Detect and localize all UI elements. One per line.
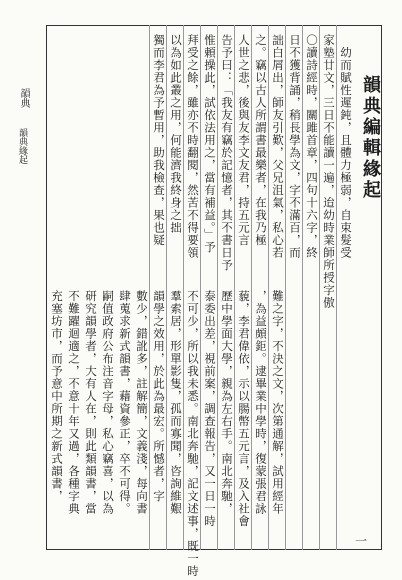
text-column: 嗣值政府公布注音字母，私心竊喜，以為	[101, 290, 115, 515]
column-rule	[302, 25, 303, 550]
text-column: 歷中學面大學，親為左右手。南北奔馳，	[220, 290, 234, 515]
text-column: 韻學之效用，於此為最宏。所憾者，字	[152, 290, 166, 503]
text-column: 羣索居，形單影隻，孤而寡聞，咨詢維艱	[169, 290, 183, 515]
text-column: 獨而李君為予暫用，助我檢查，果也疑	[152, 34, 166, 247]
column-rule	[183, 25, 184, 550]
column-rule	[217, 25, 218, 550]
text-column: 幼而賦性遲鈍，且體力極弱，自束髮受	[339, 34, 353, 259]
margin-label: 韻典	[18, 88, 29, 108]
text-column: 〇讀詩經時，關雎首章，四句十六字，終	[305, 34, 319, 259]
text-column: 肆蒐求新式韻書，藉資參正，卒不可得。	[118, 290, 132, 515]
column-rule	[285, 25, 286, 550]
text-column: 家塾廿文，三日不能讀一遍，迨幼時業師所授字傲	[322, 34, 336, 309]
text-column: 泰委出差，視前案，調查報告，又一日一時	[203, 290, 217, 528]
text-column: 數少，錯訛多，註解簡，文義淺，每向書	[135, 290, 149, 515]
text-column: 研究韻學者，大有人在，則此類韻書，當	[84, 290, 98, 515]
text-column: 詘白屑出，師友引歎，父兄沮氣，私心若	[271, 34, 285, 259]
text-column: 藐，李君偉依，示以腸幣五元言，及入社會	[237, 290, 251, 528]
text-column: 之。竊以古人所謂書最樂者，在我乃極	[254, 34, 268, 247]
page-number: 一	[355, 534, 368, 548]
column-rule	[166, 25, 167, 550]
document-title: 韻典編輯緣起	[360, 75, 381, 201]
column-rule	[149, 25, 150, 550]
column-rule	[319, 25, 320, 550]
text-column: 難之字，不決之文，次第通解，試用經年	[271, 290, 285, 515]
column-rule	[268, 25, 269, 550]
text-column: 告予曰：「我友有竊於記憶者，其不書日予	[220, 34, 234, 272]
column-rule	[251, 25, 252, 550]
column-rule	[336, 25, 337, 550]
text-column: 拜受之餘，雖亦不時翻閱，然苦不得要領	[186, 34, 200, 259]
text-column: 人世之悲，後與友李文友君，持五元言	[237, 34, 251, 247]
text-column: 以為如此叢之用，何能濟我終身之拙	[169, 34, 183, 234]
column-rule	[234, 25, 235, 550]
text-column: 惟頼操此，試依法用之，當有補益。」予	[203, 34, 217, 254]
text-column: ，為益頗鉅。逮畢業中學時，復蒙張君詠	[254, 290, 268, 515]
margin-sub-label: 韻典緣起	[17, 128, 27, 164]
column-rule	[200, 25, 201, 550]
text-column: 充塞坊市，而予意中所期之新式韻書，	[50, 290, 64, 503]
text-column: 不難躍迴適之，不意十年又過，各種字典	[67, 290, 81, 515]
text-column: 日不獲背誦，稍長學為文，字不滿百，而	[288, 34, 302, 259]
text-column: 不可少，所以我未悉。南北奔馳，記文述事，既一時	[186, 290, 200, 578]
